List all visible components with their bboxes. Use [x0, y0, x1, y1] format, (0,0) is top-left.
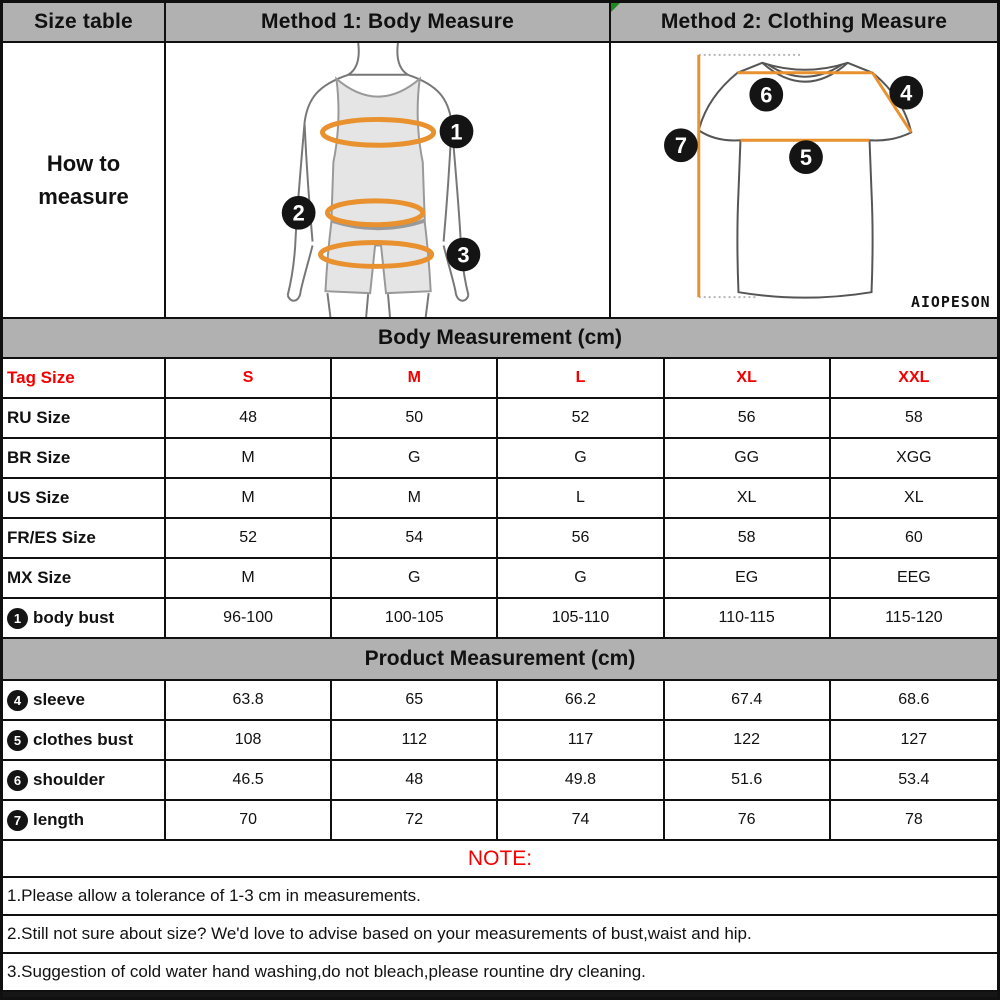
row-label: MX Size [3, 559, 166, 597]
note-item-2: 2.Still not sure about size? We'd love to advise based on your measurements of bust,waist and hip. [3, 916, 997, 954]
cell-value: 52 [498, 399, 664, 437]
row-label [3, 599, 166, 637]
cell-value: 52 [166, 519, 332, 557]
cell-value: 60 [904, 529, 923, 546]
marker-7-badge: 7 [7, 810, 28, 831]
marker-6-label: 6 [760, 82, 773, 108]
row-label-text: length [33, 810, 84, 829]
method1-title: Method 1: Body Measure [166, 3, 611, 41]
cell-value: 50 [332, 399, 498, 437]
table-row-body-bust [3, 599, 997, 639]
cell-value: 67.4 [665, 681, 831, 719]
cell-value: G [498, 439, 664, 477]
method2-title [611, 3, 997, 41]
cell-value: G [332, 439, 498, 477]
row-label [3, 801, 166, 839]
cell-value: G [498, 559, 664, 597]
how-to-measure-label: How to measure [3, 43, 166, 317]
cell-value: 53.4 [898, 771, 930, 788]
cell-value: 70 [166, 801, 332, 839]
clothing-measure-illustration [611, 43, 999, 317]
cell-value: 110-115 [665, 599, 831, 637]
cell-value: G [332, 559, 498, 597]
cell-value: 54 [332, 519, 498, 557]
note-title: NOTE: [3, 841, 997, 878]
cell-value: 51.6 [665, 761, 831, 799]
cell-value: 105-110 [498, 599, 664, 637]
row-label-text: clothes bust [33, 730, 134, 749]
note-item-1: 1.Please allow a tolerance of 1-3 cm in measurements. [3, 878, 997, 916]
cell-value: 96-100 [166, 599, 332, 637]
cell-value: M [166, 479, 332, 517]
cell-value: XL [904, 489, 924, 506]
cell-value: M [166, 559, 332, 597]
tshirt-drawing [611, 43, 999, 317]
cell-value: 46.5 [166, 761, 332, 799]
row-label: FR/ES Size [3, 519, 166, 557]
cell-value: 127 [900, 731, 928, 748]
product-measurement-title: Product Measurement (cm) [3, 639, 997, 681]
marker-4-badge: 4 [7, 690, 28, 711]
note-item-3: 3.Suggestion of cold water hand washing,do not bleach,please rountine dry cleaning. [3, 954, 997, 992]
cell-value: 117 [498, 721, 664, 759]
cell-value: XGG [896, 449, 932, 466]
size-col-xxl: XXL [898, 369, 930, 386]
illustration-row [3, 43, 997, 319]
row-label-text: shoulder [33, 770, 105, 789]
cell-value: 48 [166, 399, 332, 437]
top-header-row [3, 3, 997, 43]
size-col-s: S [166, 359, 332, 397]
tag-size-header-row [3, 359, 997, 399]
cell-value: 115-120 [885, 609, 943, 626]
marker-3-label: 3 [457, 242, 470, 268]
method2-title-text: Method 2: Clothing Measure [660, 10, 948, 33]
marker-2-label: 2 [292, 200, 305, 226]
size-col-xl: XL [665, 359, 831, 397]
cell-value: 100-105 [332, 599, 498, 637]
table-row-length [3, 801, 997, 841]
cell-value: 108 [166, 721, 332, 759]
marker-5-badge: 5 [7, 730, 28, 751]
size-col-l: L [498, 359, 664, 397]
cell-value: 63.8 [166, 681, 332, 719]
table-row-mx-size [3, 559, 997, 599]
cell-value: 122 [665, 721, 831, 759]
brand-logo: AIOPESON [911, 293, 991, 312]
bottom-black-bar [3, 992, 997, 1000]
cell-value: 56 [665, 399, 831, 437]
cell-value: GG [665, 439, 831, 477]
row-label-text: body bust [33, 608, 115, 627]
cell-value: EEG [896, 569, 931, 586]
row-label [3, 761, 166, 799]
table-row-sleeve [3, 681, 997, 721]
cell-value: L [498, 479, 664, 517]
cell-value: 48 [332, 761, 498, 799]
table-row-shoulder [3, 761, 997, 801]
cell-value: 76 [665, 801, 831, 839]
marker-4-label: 4 [900, 80, 913, 106]
cell-value: 112 [332, 721, 498, 759]
marker-6-badge: 6 [7, 770, 28, 791]
tag-size-label: Tag Size [3, 359, 166, 397]
row-label: US Size [3, 479, 166, 517]
cell-value: 74 [498, 801, 664, 839]
cell-value: 78 [904, 811, 923, 828]
cell-value: 58 [904, 409, 923, 426]
marker-1-label: 1 [450, 119, 463, 145]
marker-7-label: 7 [674, 133, 687, 159]
table-row-br-size [3, 439, 997, 479]
cell-value: 65 [332, 681, 498, 719]
table-row-ru-size [3, 399, 997, 439]
cell-value: 58 [665, 519, 831, 557]
row-label: RU Size [3, 399, 166, 437]
body-figure-drawing [166, 43, 609, 317]
cell-comment-triangle [611, 3, 620, 12]
cell-value: EG [665, 559, 831, 597]
size-col-m: M [332, 359, 498, 397]
marker-5-label: 5 [799, 145, 813, 171]
table-row-clothes-bust [3, 721, 997, 761]
cell-value: 56 [498, 519, 664, 557]
row-label: BR Size [3, 439, 166, 477]
cell-value: 66.2 [498, 681, 664, 719]
cell-value: XL [665, 479, 831, 517]
cell-value: M [166, 439, 332, 477]
row-label-text: sleeve [33, 690, 85, 709]
cell-value: 68.6 [898, 691, 930, 708]
cell-value: 72 [332, 801, 498, 839]
cell-value: 49.8 [498, 761, 664, 799]
size-table-title: Size table [3, 3, 166, 41]
body-measurement-title: Body Measurement (cm) [3, 319, 997, 359]
row-label [3, 721, 166, 759]
marker-1-badge: 1 [7, 608, 28, 629]
body-measure-illustration [166, 43, 611, 317]
table-row-us-size [3, 479, 997, 519]
row-label [3, 681, 166, 719]
cell-value: M [332, 479, 498, 517]
table-row-fres-size [3, 519, 997, 559]
